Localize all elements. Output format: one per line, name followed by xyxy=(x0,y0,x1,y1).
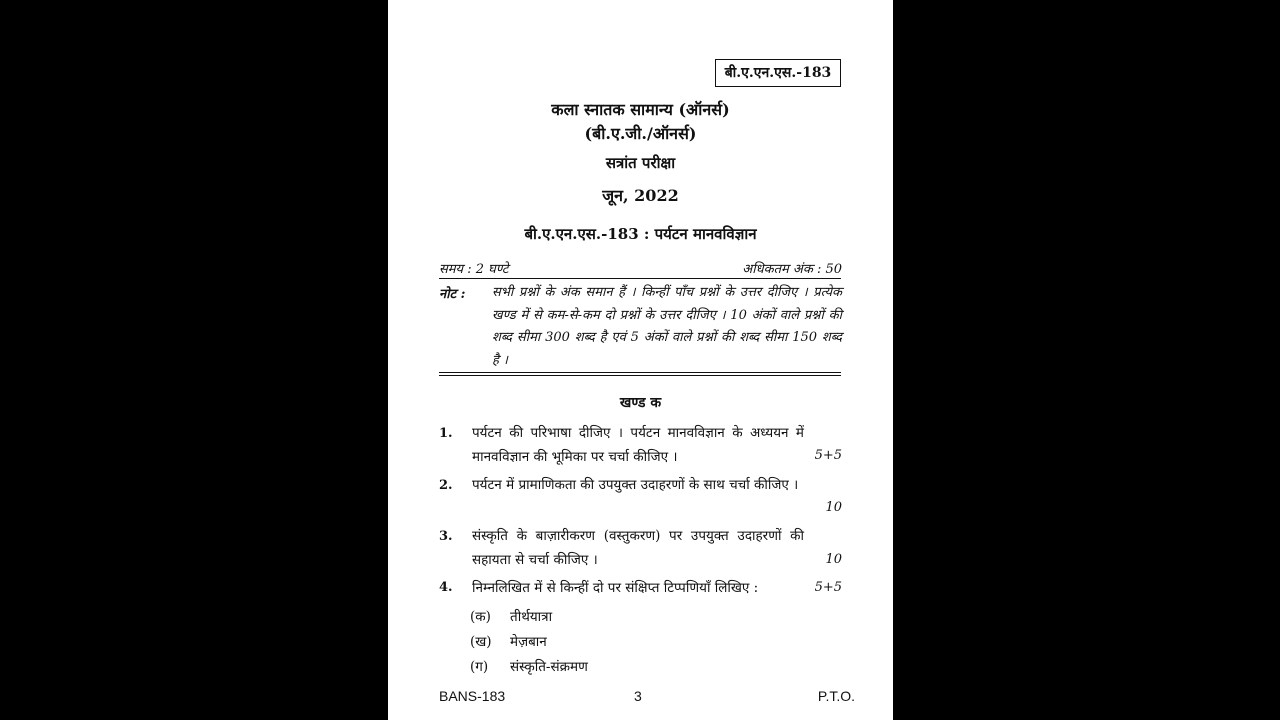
question-number: 1. xyxy=(439,426,453,441)
question-text: पर्यटन में प्रामाणिकता की उपयुक्त उदाहरणों के साथ चर्चा कीजिए । xyxy=(472,477,799,493)
programme-code: (बी.ए.जी./ऑनर्स) xyxy=(584,124,697,143)
divider xyxy=(439,372,841,373)
section-title: खण्ड क xyxy=(619,395,662,411)
subitem-text: मेज़बान xyxy=(510,634,547,650)
question-text: संस्कृति के बाज़ारीकरण (वस्तुकरण) पर उपयुक्त उदाहरणों की सहायता से चर्चा कीजिए । xyxy=(472,528,804,568)
subitem-label: (ग) xyxy=(470,659,489,675)
note-label: नोट : xyxy=(439,287,466,302)
course-title: बी.ए.एन.एस.-183 : पर्यटन मानवविज्ञान xyxy=(524,225,757,243)
question-marks: 5+5 xyxy=(814,448,842,463)
max-marks: अधिकतम अंक : 50 xyxy=(742,262,842,277)
subitem-label: (क) xyxy=(470,609,491,625)
divider xyxy=(439,375,841,376)
exam-title: सत्रांत परीक्षा xyxy=(605,154,676,172)
question-text: निम्नलिखित में से किन्हीं दो पर संक्षिप्त टिप्पणियाँ लिखिए : xyxy=(472,580,759,596)
page-number: 3 xyxy=(634,688,642,704)
footer-code: BANS-183 xyxy=(439,688,506,704)
question-marks: 5+5 xyxy=(814,580,842,595)
paper-code-box: बी.ए.एन.एस.-183 xyxy=(715,59,841,87)
divider xyxy=(439,278,841,279)
subitem-label: (ख) xyxy=(470,634,492,650)
programme-title: कला स्नातक सामान्य (ऑनर्स) xyxy=(551,100,730,119)
question-marks: 10 xyxy=(825,552,842,567)
question-marks: 10 xyxy=(825,500,842,515)
subitem-text: तीर्थयात्रा xyxy=(510,609,553,625)
question-text: पर्यटन की परिभाषा दीजिए । पर्यटन मानवविज्ञान के अध्ययन में मानवविज्ञान की भूमिका पर चर्चा कीजिए । xyxy=(472,425,804,465)
subitem-text: संस्कृति-संक्रमण xyxy=(510,659,588,675)
question-number: 4. xyxy=(439,580,453,595)
time-allowed: समय : 2 घण्टे xyxy=(439,262,509,277)
note-text: सभी प्रश्नों के अंक समान हैं । किन्हीं पाँच प्रश्नों के उत्तर दीजिए । प्रत्येक खण्ड में से कम-से-कम दो प्रश्नों के उत्तर दीजिए । 10 अंकों वाले प्रश्नों की शब्द सीमा 300 शब्द है एवं 5 अंकों वाले प्रश्नों की शब्द सीमा 150 शब्द है । xyxy=(492,285,842,368)
exam-session: जून, 2022 xyxy=(602,186,679,205)
pto-label: P.T.O. xyxy=(817,688,855,704)
question-number: 3. xyxy=(439,529,453,544)
exam-page xyxy=(388,0,893,720)
question-number: 2. xyxy=(439,478,453,493)
